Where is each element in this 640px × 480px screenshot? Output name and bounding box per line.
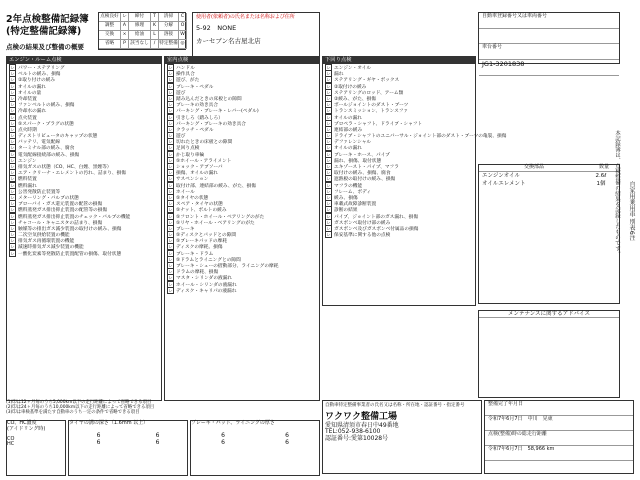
check-box[interactable]: レ (168, 164, 173, 169)
check-label: ⑤ディスクとパッドとの隙間 (176, 233, 237, 239)
check-label: トランスミッション、トランスファ (334, 109, 409, 115)
owner-box (192, 12, 320, 58)
check-box[interactable]: レ (326, 71, 331, 77)
check-box[interactable]: レ (168, 120, 173, 126)
check-label: スペア・タイヤの状態 (176, 202, 223, 208)
check-label: ドラムの摩耗、損傷 (176, 270, 219, 276)
check-label: 緩み、損傷 (334, 195, 358, 201)
check-label: 点火時期 (18, 127, 37, 133)
registration-box (478, 12, 620, 68)
check-box[interactable]: レ (326, 89, 331, 95)
check-box[interactable]: レ (326, 77, 331, 83)
check-box[interactable]: レ (326, 170, 331, 176)
check-box[interactable]: レ (168, 250, 173, 256)
co-hc-box: CO、HC濃度 (アイドリング時) CO HC (6, 420, 66, 476)
symbol-legend: 点検良好 レ 締付 T 清掃 C 調整 A 修理 K 分解 O 交換 × 給油 L 溶接 W 省略 P 該当なし / 特定整備 ◎ (98, 12, 186, 50)
check-box[interactable]: レ (168, 176, 173, 182)
check-label: ブレーキ・ペダル (176, 84, 214, 90)
check-box[interactable]: レ (326, 95, 331, 101)
check-label: パイプ、ジョイント部のガス漏れ、損傷 (334, 214, 419, 220)
check-label: かじ取り車輪 (176, 152, 205, 158)
check-label: ディスクの摩耗、損傷 (176, 245, 223, 251)
check-box[interactable]: レ (168, 151, 173, 157)
check-label: ホイール (176, 189, 195, 195)
check-box[interactable]: レ (326, 126, 331, 132)
check-box[interactable]: レ (10, 145, 15, 151)
check-box[interactable]: レ (326, 164, 331, 169)
check-box[interactable]: レ (10, 164, 15, 169)
check-label: プロペラ・シャフト、ドライブ・シャフト (334, 121, 423, 127)
check-label: エキゾースト・パイプ、マフラ (334, 165, 399, 170)
shop-box: 自動車特定整備事業者の氏名又は名称・所在地・認証番号・指定番号 ワクワク整備工場 愛知県清須市春日中49番地 TEL:052-938-6100 認証番号:愛第10028号 (322, 400, 482, 474)
check-box[interactable]: レ (168, 263, 173, 268)
check-box[interactable]: レ (326, 219, 331, 225)
right-items (478, 66, 620, 162)
check-label: ブレーキ・ドラム (176, 251, 214, 257)
check-label: 保安基準に関する他の点検 (334, 233, 391, 239)
check-box[interactable]: レ (10, 71, 15, 77)
check-box[interactable]: レ (10, 83, 15, 89)
check-label: エンジン・オイル (334, 66, 372, 71)
check-label: ブローバイ・ガス還元装置の配管の損傷 (18, 202, 103, 208)
check-box[interactable]: レ (168, 102, 173, 108)
check-box[interactable]: レ (326, 194, 331, 200)
check-label: オイルの漏れ (334, 115, 362, 121)
check-box[interactable]: レ (10, 157, 15, 163)
check-box[interactable]: レ (10, 194, 15, 200)
check-label: 公害発散防止装置等 (18, 189, 61, 195)
check-label: ブレーキ・シューの摺動部分、ライニングの摩耗 (176, 264, 279, 269)
check-label: 操作具合 (176, 72, 195, 78)
check-box[interactable]: レ (168, 213, 173, 219)
check-label: 診断の結果 (334, 208, 358, 214)
legend-label: 点検良好 (99, 13, 121, 22)
check-box[interactable]: レ (10, 114, 15, 120)
check-box[interactable]: レ (10, 201, 15, 207)
check-box[interactable]: レ (168, 281, 173, 287)
owner-label: 使用者(依頼者)の氏名または名称および住所 (196, 14, 295, 20)
check-label: ⑤ブレーキパッドの摩耗 (176, 239, 227, 245)
check-box[interactable]: レ (326, 65, 331, 70)
check-label: 電気配線接続部の緩み、損傷 (18, 152, 80, 158)
check-box[interactable]: レ (168, 232, 173, 238)
check-label: サスペンション (176, 177, 209, 183)
section-head: 室内点検 (165, 57, 319, 64)
check-box[interactable]: レ (168, 126, 173, 132)
check-label: オイルの漏れ (334, 146, 362, 152)
shop-name: ワクワク整備工場 (325, 412, 398, 423)
check-label: エンジン (18, 158, 37, 164)
check-label: 連結部の緩み (334, 127, 363, 133)
check-box[interactable]: レ (168, 77, 173, 83)
check-box[interactable]: レ (326, 213, 331, 219)
check-label: パーキング・ブレーキの効き具合 (176, 121, 246, 127)
check-box[interactable]: レ (168, 65, 173, 70)
check-label: ハンドル (176, 66, 195, 71)
page-title: 2年点検整備記録簿 (6, 14, 89, 25)
check-box[interactable]: レ (326, 139, 331, 145)
check-box[interactable]: レ (10, 244, 15, 250)
tire-box: タイヤの溝の深さ（1.6mm 以上） 6 6 6 6 (68, 420, 188, 476)
check-label: ⑤ホイール・アライメント (176, 158, 232, 164)
check-box[interactable]: レ (10, 219, 15, 225)
check-label: ガスボンベ取付け部の緩み (334, 220, 391, 226)
check-label: 一酸化炭素等発散防止装置配管の損傷、取付状態 (18, 251, 122, 257)
check-label: 冷却装置 (18, 96, 37, 102)
check-label: 足回り点検 (176, 146, 200, 152)
check-label: 排気ガス再循環装置の機能 (18, 239, 75, 245)
check-label: 遮熱板の取付けの緩み、損傷 (334, 177, 396, 183)
check-box[interactable]: レ (168, 71, 173, 77)
interior-column (164, 56, 320, 401)
check-label: クラッチ・ペダル (176, 127, 214, 133)
parts-row: エンジンオイル 2.6ℓ (482, 172, 607, 179)
check-label: ディストリビュータのキャップの状態 (18, 134, 98, 140)
check-box[interactable]: レ (168, 139, 173, 145)
check-label: マスタ・シリンダの液漏れ (176, 276, 233, 282)
check-box[interactable]: レ (168, 182, 173, 188)
check-label: ⑤ドラムとライニングとの隙間 (176, 257, 241, 263)
check-box[interactable]: レ (168, 244, 173, 250)
parts-table: 交換部品 数量 エンジンオイル 2.6ℓ オイルエレメント 1個 (478, 164, 620, 304)
check-box[interactable]: レ (168, 287, 173, 293)
check-label: 引きしろ（踏みしろ） (176, 115, 223, 121)
check-label: 取付けの緩み、損傷、腐食 (334, 171, 391, 177)
check-label: ベルトの緩み、損傷 (18, 72, 61, 78)
check-label: 車載式故障診断装置 (334, 202, 377, 208)
check-box[interactable]: レ (168, 194, 173, 200)
check-label: 漏れ (334, 72, 344, 78)
check-label: ディスク・キャリパの液漏れ (176, 288, 237, 294)
check-box[interactable]: レ (326, 201, 331, 207)
check-box[interactable]: レ (10, 188, 15, 194)
check-box[interactable]: レ (168, 170, 173, 176)
check-label: デファレンシャル (334, 140, 372, 146)
check-label: 冷却水の漏れ (18, 109, 47, 115)
check-box[interactable]: レ (10, 77, 15, 83)
check-label: オイルの量 (18, 90, 42, 96)
vehicle-model: 5-92 NONE (196, 23, 237, 32)
check-box[interactable]: レ (326, 182, 331, 188)
check-label: ブレーキ・ホース、パイプ (334, 152, 390, 158)
check-box[interactable]: レ (168, 133, 173, 139)
check-label: バッテリ、電気配線 (18, 140, 60, 146)
check-label: ターミナル部の緩み、腐食 (18, 146, 75, 152)
check-box[interactable]: レ (326, 83, 331, 89)
check-label: ステアリングのロッド、アーム類 (334, 90, 404, 96)
check-box[interactable]: レ (168, 256, 173, 262)
check-box[interactable]: レ (10, 225, 15, 231)
chassis-number: JG1-3201838 (479, 60, 619, 76)
check-label: 漏れ、損傷、取付状態 (334, 158, 382, 164)
check-box[interactable]: レ (168, 238, 173, 244)
check-label: ファンベルトの緩み、損傷 (18, 103, 75, 109)
check-label: ステアリング・ギヤ・ボックス (334, 78, 400, 84)
check-box[interactable]: レ (168, 95, 173, 101)
check-box[interactable]: レ (10, 170, 15, 176)
check-box[interactable]: レ (10, 102, 15, 108)
check-label: パーキング・ブレーキ・レバー(ペダル) (176, 109, 259, 115)
check-label: 燃料蒸発ガス排出抑止装置の配管等の損傷 (18, 208, 108, 214)
check-box[interactable]: レ (10, 250, 15, 256)
check-box[interactable]: レ (168, 219, 173, 225)
check-box[interactable]: レ (10, 207, 15, 213)
check-box[interactable]: レ (326, 157, 331, 163)
check-box[interactable]: レ (168, 207, 173, 213)
check-box[interactable]: レ (326, 133, 331, 139)
check-label: 排気ガスの状態（CO、HC、白煙、黒煙等） (18, 165, 112, 170)
check-label: 遊び (176, 90, 186, 96)
check-label: 踏み込んだときの床板との隙間 (176, 96, 242, 102)
completion-box: 整備完了年月日 令和7年6月7日 中川 晃東 点検(整備)時の総走行距離 令和7年6月7日 58,966 km (484, 400, 634, 474)
check-label: 燃料蒸発ガス排出抑止装置のチェック・バルブの機能 (18, 214, 131, 220)
check-box[interactable]: レ (10, 133, 15, 139)
check-label: 燃料漏れ (18, 183, 37, 189)
page-subtitle: (特定整備記録簿) (6, 26, 82, 37)
check-label: 触媒等の排出ガス減少装置の取付けの緩み、損傷 (18, 226, 122, 232)
parts-row: オイルエレメント 1個 (482, 181, 606, 188)
engine-room-column (6, 56, 162, 401)
footer-notes: (1)印は12ヶ月毎のうち5,000km以下の走行距離によって省略できる項目 (2)印は24ヶ月毎のうち10,000km以下の走行距離によって省略できる項目 (3)印は車検基準を満たす自動車のうち一定の条件で省略できる項目 (6, 400, 155, 416)
check-box[interactable]: レ (168, 114, 173, 120)
check-box[interactable]: レ (10, 120, 15, 126)
check-label: ブレーキの効き具合 (176, 103, 219, 109)
check-label: マフラの機能 (334, 183, 363, 189)
section-head: 下回り点検 (323, 57, 475, 64)
check-box[interactable]: レ (10, 126, 15, 132)
check-box[interactable]: レ (10, 182, 15, 188)
check-label: 取付け部、連結部の緩み、がた、損傷 (176, 183, 256, 189)
check-label: エア・クリーナ・エレメントの汚れ、詰まり、損傷 (18, 171, 126, 177)
check-box[interactable]: レ (168, 157, 173, 163)
check-label: チャコール・キャニスタの詰まり、損傷 (18, 220, 103, 226)
check-box[interactable]: レ (326, 108, 331, 114)
check-box[interactable]: レ (10, 108, 15, 114)
chassis-label: 車台番号 (479, 44, 619, 60)
check-box[interactable]: レ (326, 145, 331, 151)
check-box[interactable]: レ (168, 108, 173, 114)
check-box[interactable]: レ (326, 225, 331, 231)
check-label: 損傷、オイルの漏れ (176, 171, 218, 177)
check-label: 二次空気供給装置の機能 (18, 233, 70, 239)
check-item[interactable] (7, 250, 161, 256)
check-label: 点火装置 (18, 115, 37, 121)
check-box[interactable]: レ (168, 89, 173, 95)
check-label: 遊び (176, 134, 186, 140)
registration-label: 自動車登録番号又は車両番号 (479, 13, 619, 29)
check-box[interactable]: レ (326, 114, 331, 120)
check-box[interactable]: レ (168, 83, 173, 89)
advice-head: メンテナンスに関するアドバイス (479, 311, 619, 318)
check-box[interactable]: レ (168, 225, 173, 231)
side-note: 本記録簿は、点検整備の結果を記録したものです。 (614, 130, 620, 257)
check-box[interactable]: レ (10, 176, 15, 182)
check-box[interactable]: レ (326, 207, 331, 213)
check-item[interactable] (165, 287, 319, 293)
check-label: ⑤スパーク・プラグの状態 (18, 121, 74, 127)
brake-box: ブレーキ・パッド、ライニングの厚さ 6 6 6 6 (190, 420, 320, 476)
check-box[interactable]: レ (10, 213, 15, 219)
check-box[interactable]: レ (10, 89, 15, 95)
check-label: ドライブ・シャフトのユニバーサル・ジョイント部のダスト・ブーツの亀裂、損傷 (334, 134, 507, 140)
check-box[interactable]: レ (326, 188, 331, 194)
check-box[interactable]: レ (168, 188, 173, 194)
check-box[interactable]: レ (326, 102, 331, 108)
check-label: ⑤ナット、ボルトの緩み (176, 208, 227, 214)
check-label: フレーム、ボディ (334, 189, 372, 195)
check-box[interactable]: レ (326, 232, 331, 238)
overview-label: 点検の結果及び整備の概要 (6, 43, 84, 51)
check-label: 燃料装置 (18, 177, 37, 183)
check-label: ⑤タイヤの状態 (176, 195, 209, 201)
check-box[interactable]: レ (10, 139, 15, 145)
check-label: ⑤フロント・ホイール・ベアリングのがた (176, 214, 265, 220)
check-box[interactable]: レ (10, 65, 15, 70)
check-label: パワー・ステアリング (18, 66, 65, 71)
check-box[interactable]: レ (326, 120, 331, 126)
check-box[interactable]: レ (10, 151, 15, 157)
check-box[interactable]: レ (326, 151, 331, 157)
check-box[interactable]: レ (168, 201, 173, 207)
check-label: ホイール・シリンダの液漏れ (176, 282, 237, 288)
check-label: ブレーキ (176, 226, 195, 232)
check-box[interactable]: レ (10, 232, 15, 238)
check-label: ⑤リヤ・ホイール・ベアリングのがた (176, 220, 255, 226)
check-box[interactable]: レ (10, 95, 15, 101)
check-label: ガスボンベ及びガスボンベ付属品の損傷 (334, 226, 419, 232)
check-label: ボールジョイントのダスト・ブーツ (334, 103, 409, 109)
check-label: 遊び、がた (176, 78, 200, 84)
check-label: オイルの漏れ (18, 84, 46, 90)
check-box[interactable]: レ (168, 275, 173, 281)
owner-name: カーセブン名古屋北店 (196, 37, 261, 46)
check-label: ②緩み、がた、損傷 (334, 96, 376, 102)
side-title: 自家用乗用車 別表6注 (628, 181, 635, 241)
check-label: ②取り付けの緩み (18, 78, 56, 84)
check-box[interactable]: レ (168, 145, 173, 151)
check-label: 減速時排気ガス減少装置の機能 (18, 245, 84, 251)
section-head: エンジン・ルーム点検 (7, 57, 161, 64)
check-box[interactable]: レ (10, 238, 15, 244)
check-box[interactable]: レ (168, 269, 173, 275)
check-label: ②取付けの緩み (334, 84, 367, 90)
check-label: メターリング・バルブの状態 (18, 195, 79, 201)
check-label: 切れたときの床板との隙間 (176, 140, 233, 146)
check-label: ショック・アブソーバ (176, 165, 223, 170)
check-box[interactable]: レ (326, 176, 331, 182)
advice-box (478, 310, 620, 398)
